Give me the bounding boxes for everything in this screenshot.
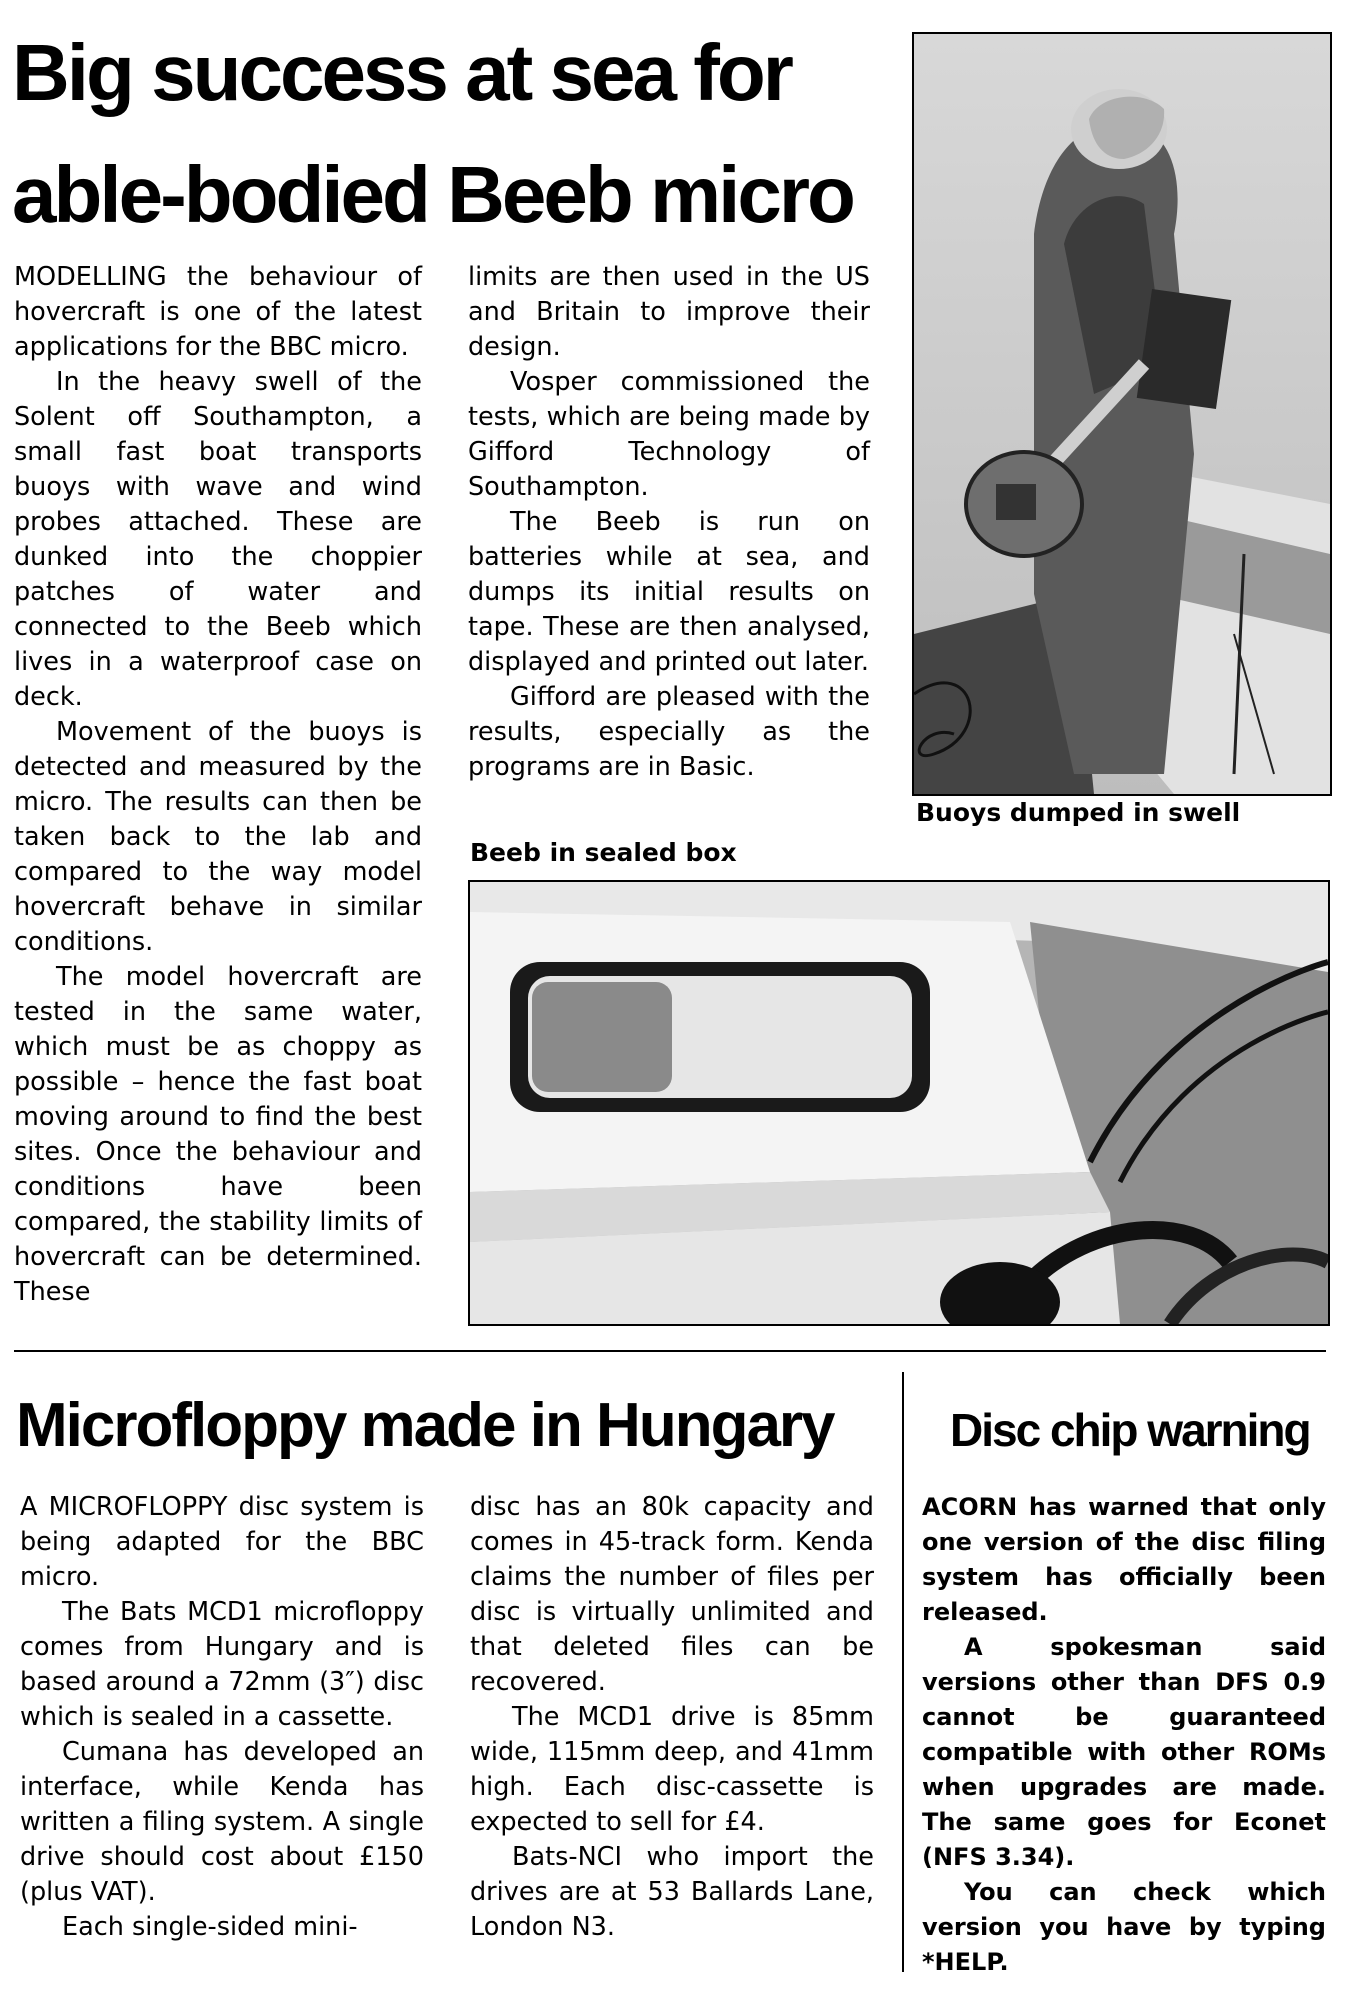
story2-col1-paragraph: Cumana has developed an interface, while Kenda has written a filing system. A single drive should cost about £150 (plus VAT).	[20, 1737, 424, 1907]
photo-buoys	[912, 32, 1332, 796]
story2-column-2	[470, 1490, 874, 1945]
story3-paragraph: ACORN has warned that only one version of the disc filing system has officially been released.	[922, 1493, 1326, 1626]
story1-headline-line1: Big success at sea for	[12, 28, 791, 117]
column-divider	[902, 1372, 904, 1972]
story1-col1-paragraph: Movement of the buoys is detected and measured by the micro. The results can then be taken back to the lab and compared to the way model hovercraft behave in similar conditions.	[14, 717, 422, 957]
section-divider	[14, 1350, 1326, 1352]
photo-sealed-box	[468, 880, 1330, 1326]
story3-paragraph: A spokesman said versions other than DFS 0.9 cannot be guaranteed compatible with other ROMs when upgrades are made. The same goes for Econet (NFS 3.34).	[922, 1633, 1326, 1871]
story1-col1-paragraph: In the heavy swell of the Solent off Southampton, a small fast boat transports buoys with wave and wind probes attached. These are dunked into the choppier patches of water and connected to the Beeb which lives in a waterproof case on deck.	[14, 367, 422, 712]
story2-col1-paragraph: A MICROFLOPPY disc system is being adapted for the BBC micro.	[20, 1492, 424, 1592]
story3-headline: Disc chip warning	[950, 1404, 1310, 1456]
story1-col2-paragraph: Vosper commissioned the tests, which are being made by Gifford Technology of Southampton.	[468, 367, 870, 502]
story3-paragraph: You can check which version you have by typing *HELP.	[922, 1878, 1326, 1976]
caption-buoys: Buoys dumped in swell	[916, 798, 1241, 827]
photo-buoys-illustration	[914, 34, 1330, 794]
story3-column	[922, 1490, 1326, 1980]
story2-headline: Microfloppy made in Hungary	[16, 1391, 834, 1460]
story1-col2-paragraph: Gifford are pleased with the results, especially as the programs are in Basic.	[468, 682, 870, 782]
story1-headline-line2: able-bodied Beeb micro	[12, 150, 853, 239]
story1-col1-paragraph: MODELLING the behaviour of hovercraft is one of the latest applications for the BBC micro.	[14, 262, 422, 362]
story1-col2-paragraph: The Beeb is run on batteries while at sea, and dumps its initial results on tape. These are then analysed, displayed and printed out later.	[468, 507, 870, 677]
story2-col2-paragraph: Bats-NCI who import the drives are at 53 Ballards Lane, London N3.	[470, 1842, 874, 1942]
story1-col2-paragraph: limits are then used in the US and Britain to improve their design.	[468, 262, 870, 362]
story1-column-2	[468, 260, 870, 785]
story1-col1-paragraph: The model hovercraft are tested in the same water, which must be as choppy as possible – hence the fast boat moving around to find the best sites. Once the behaviour and conditions have been compared, the stability limits of hovercraft can be determined. These	[14, 962, 422, 1307]
story2-col2-paragraph: disc has an 80k capacity and comes in 45-track form. Kenda claims the number of files per disc is virtually unlimited and that deleted files can be recovered.	[470, 1492, 874, 1697]
story2-column-1	[20, 1490, 424, 1945]
photo-sealed-box-illustration	[470, 882, 1328, 1324]
story2-col1-paragraph: Each single-sided mini-	[62, 1912, 358, 1942]
story2-col2-paragraph: The MCD1 drive is 85mm wide, 115mm deep, and 41mm high. Each disc-cassette is expected to sell for £4.	[470, 1702, 874, 1837]
story2-col1-paragraph: The Bats MCD1 microfloppy comes from Hungary and is based around a 72mm (3″) disc which is sealed in a cassette.	[20, 1597, 424, 1732]
caption-box: Beeb in sealed box	[470, 838, 737, 867]
story1-column-1	[14, 260, 422, 1310]
